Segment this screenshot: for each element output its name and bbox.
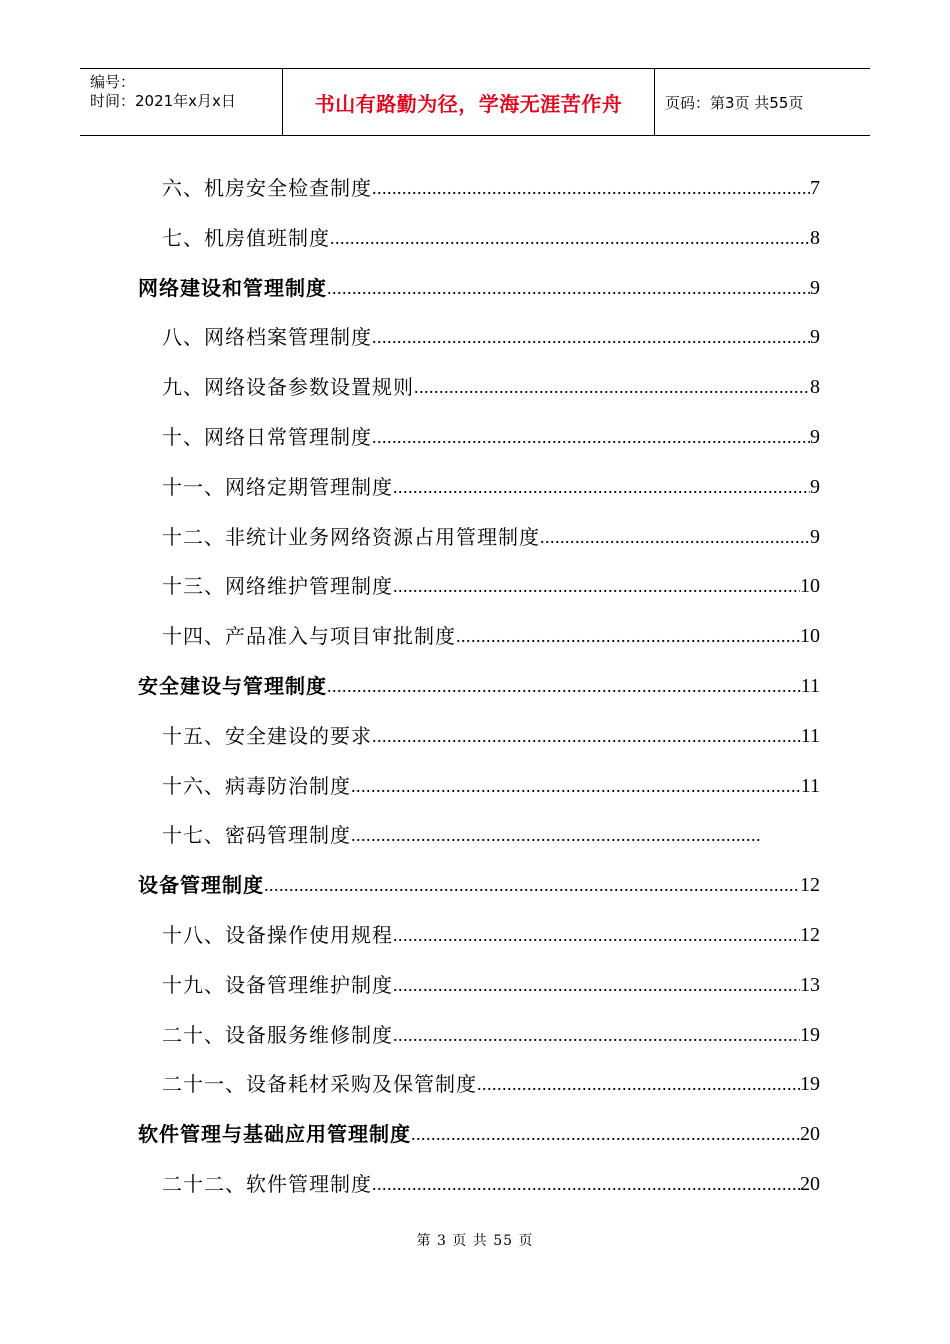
toc-entry-title: 十三、网络维护管理制度 bbox=[162, 574, 393, 599]
toc-entry[interactable] bbox=[162, 519, 820, 549]
page-footer: 第 3 页 共 55 页 bbox=[416, 1233, 534, 1249]
toc-entry[interactable] bbox=[162, 220, 820, 250]
toc-entry-page: 20 bbox=[800, 1123, 820, 1146]
toc-entry-page: 9 bbox=[810, 326, 820, 349]
toc-entry-title: 十六、病毒防治制度 bbox=[162, 773, 351, 798]
toc-entry-title: 九、网络设备参数设置规则 bbox=[162, 375, 414, 400]
toc-entry-page: 9 bbox=[810, 525, 820, 548]
toc-entry-title: 二十、设备服务维修制度 bbox=[162, 1022, 393, 1047]
toc-dot-leader bbox=[393, 475, 810, 499]
toc-entry[interactable] bbox=[162, 967, 820, 997]
toc-entry-title: 网络建设和管理制度 bbox=[138, 275, 327, 300]
toc-entry[interactable] bbox=[138, 270, 820, 300]
toc-entry-title: 软件管理与基础应用管理制度 bbox=[138, 1122, 411, 1147]
toc-entry[interactable] bbox=[138, 668, 820, 698]
toc-entry-title: 二十一、设备耗材采购及保管制度 bbox=[162, 1072, 477, 1097]
toc-entry-title: 十四、产品准入与项目审批制度 bbox=[162, 624, 456, 649]
toc-entry[interactable] bbox=[162, 319, 820, 349]
toc-entry-page: 9 bbox=[810, 475, 820, 498]
toc-dot-leader bbox=[372, 325, 810, 349]
toc-entry[interactable] bbox=[162, 1166, 820, 1196]
toc-entry-page: 12 bbox=[800, 924, 820, 946]
toc-dot-leader bbox=[393, 574, 800, 598]
toc-entry-title: 二十二、软件管理制度 bbox=[162, 1172, 372, 1196]
toc-entry[interactable] bbox=[162, 469, 820, 499]
toc-entry[interactable] bbox=[162, 718, 820, 748]
toc-entry-title: 设备管理制度 bbox=[138, 873, 264, 898]
toc-entry-page: 9 bbox=[810, 426, 820, 448]
toc-entry[interactable] bbox=[162, 419, 820, 449]
toc-entry-title: 六、机房安全检查制度 bbox=[162, 176, 372, 200]
toc-entry-title: 安全建设与管理制度 bbox=[138, 674, 327, 698]
header-motto: 书山有路勤为径，学海无涯苦作舟 bbox=[283, 69, 655, 135]
toc-entry-page: 11 bbox=[800, 675, 820, 697]
toc-entry[interactable] bbox=[138, 867, 820, 897]
toc-dot-leader bbox=[264, 873, 800, 897]
header-meta bbox=[80, 69, 283, 135]
toc-entry-title: 十七、密码管理制度 bbox=[162, 823, 351, 848]
toc-entry-page: 13 bbox=[800, 973, 820, 996]
toc-entry-title: 十一、网络定期管理制度 bbox=[162, 474, 393, 499]
toc-entry[interactable] bbox=[162, 369, 820, 399]
toc-entry-page: 10 bbox=[800, 625, 820, 648]
toc-entry-title: 八、网络档案管理制度 bbox=[162, 325, 372, 350]
toc-dot-leader bbox=[372, 1172, 800, 1196]
toc-entry-page: 9 bbox=[810, 276, 820, 299]
toc-entry[interactable] bbox=[162, 618, 820, 648]
toc-entry-title: 十二、非统计业务网络资源占用管理制度 bbox=[162, 524, 540, 549]
toc-dot-leader bbox=[393, 923, 800, 947]
toc-entry[interactable] bbox=[162, 817, 820, 847]
toc-dot-leader bbox=[351, 774, 801, 798]
toc-dot-leader bbox=[393, 973, 800, 997]
toc-dot-leader bbox=[372, 425, 810, 449]
toc-dot-leader bbox=[456, 624, 800, 648]
toc-entry-title: 十九、设备管理维护制度 bbox=[162, 972, 393, 997]
toc-entry-page: 8 bbox=[810, 376, 820, 399]
toc-dot-leader bbox=[411, 1122, 800, 1146]
toc-entry[interactable] bbox=[162, 568, 820, 598]
toc-entry[interactable] bbox=[138, 1116, 820, 1146]
toc-entry[interactable] bbox=[162, 917, 820, 947]
toc-dot-leader bbox=[372, 176, 810, 200]
toc-entry[interactable] bbox=[162, 768, 820, 798]
toc-dot-leader bbox=[372, 724, 801, 748]
toc-entry-title: 七、机房值班制度 bbox=[162, 225, 330, 250]
toc-dot-leader bbox=[327, 276, 810, 300]
toc-dot-leader bbox=[540, 525, 810, 549]
toc-entry-title: 十八、设备操作使用规程 bbox=[162, 923, 393, 947]
toc-dot-leader bbox=[477, 1072, 800, 1096]
toc-entry-page: 8 bbox=[810, 226, 820, 249]
toc-dot-leader bbox=[327, 674, 801, 698]
toc-entry-title: 十五、安全建设的要求 bbox=[162, 723, 372, 748]
toc-dot-leader bbox=[414, 375, 810, 399]
toc-entry[interactable] bbox=[162, 1066, 820, 1096]
toc-entry-page: 11 bbox=[800, 724, 820, 747]
toc-entry[interactable] bbox=[162, 170, 820, 200]
toc-entry-title: 十、网络日常管理制度 bbox=[162, 425, 372, 449]
document-time-label: 时间：2021年x月x日 bbox=[90, 92, 236, 110]
toc-entry-page: 19 bbox=[800, 1023, 820, 1046]
toc-entry[interactable] bbox=[162, 1017, 820, 1047]
toc-dot-leader bbox=[393, 1023, 800, 1047]
toc-entry-page: 10 bbox=[800, 575, 820, 598]
page-header bbox=[80, 68, 870, 136]
document-number-label: 编号： bbox=[90, 73, 136, 91]
toc-dot-leader bbox=[330, 226, 810, 250]
toc-entry-page: 11 bbox=[800, 774, 820, 797]
toc-entry-page: 20 bbox=[800, 1173, 820, 1195]
toc-entry-page: 7 bbox=[810, 177, 820, 199]
toc-dot-leader bbox=[351, 823, 760, 847]
toc-entry-page: 19 bbox=[800, 1073, 820, 1096]
toc-entry-page: 12 bbox=[800, 874, 820, 897]
header-page-info: 页码：第3页 共55页 bbox=[665, 93, 804, 112]
